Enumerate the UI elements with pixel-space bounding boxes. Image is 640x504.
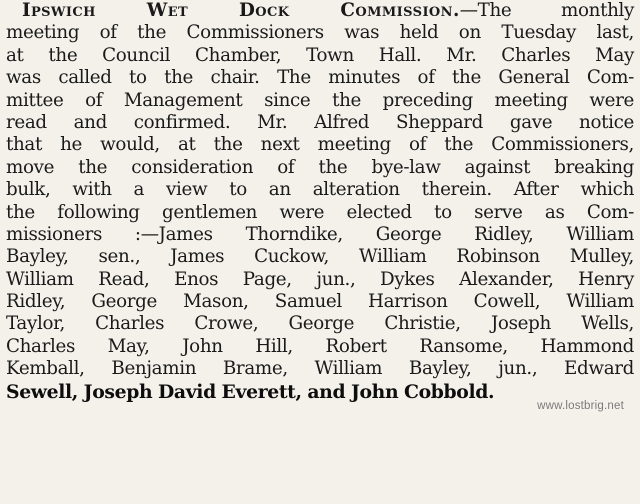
article-line-2: meeting of the Commissioners was held on Tuesday last, bbox=[6, 22, 634, 44]
watermark-text: www.lostbrig.net bbox=[537, 400, 624, 412]
article-line-3: at the Council Chamber, Town Hall. Mr. Charles May bbox=[6, 44, 634, 66]
article-line-5: mittee of Management since the preceding meeting were bbox=[6, 89, 634, 111]
article-line-18: Sewell, Joseph David Everett, and John Cobbold. bbox=[6, 380, 495, 403]
article-line-17: Kemball, Benjamin Brame, William Bayley, jun., Edward bbox=[6, 358, 634, 380]
article-line-8: move the consideration of the bye-law against breaking bbox=[6, 156, 634, 178]
article-line-16: Charles May, John Hill, Robert Ransome, Hammond bbox=[6, 335, 634, 357]
article-line-9: bulk, with a view to an alteration therein. After which bbox=[6, 179, 634, 201]
article-line-14: Ridley, George Mason, Samuel Harrison Cowell, William bbox=[6, 291, 634, 313]
article-line-text: —The monthly bbox=[459, 0, 634, 21]
article-line-1 bbox=[6, 0, 634, 22]
article-line-13: William Read, Enos Page, jun., Dykes Alexander, Henry bbox=[6, 268, 634, 290]
article-body bbox=[6, 0, 634, 403]
article-heading: Ipswich Wet Dock Commission. bbox=[22, 0, 460, 21]
article-line-12: Bayley, sen., James Cuckow, William Robinson Mulley, bbox=[6, 246, 634, 268]
article-line-11: missioners :—James Thorndike, George Ridley, William bbox=[6, 223, 634, 245]
article-line-4: was called to the chair. The minutes of the General Com- bbox=[6, 67, 634, 89]
article-line-10: the following gentlemen were elected to serve as Com- bbox=[6, 201, 634, 223]
article-line-7: that he would, at the next meeting of the Commissioners, bbox=[6, 134, 634, 156]
article-line-15: Taylor, Charles Crowe, George Christie, Joseph Wells, bbox=[6, 313, 634, 335]
article-line-6: read and confirmed. Mr. Alfred Sheppard gave notice bbox=[6, 111, 634, 133]
